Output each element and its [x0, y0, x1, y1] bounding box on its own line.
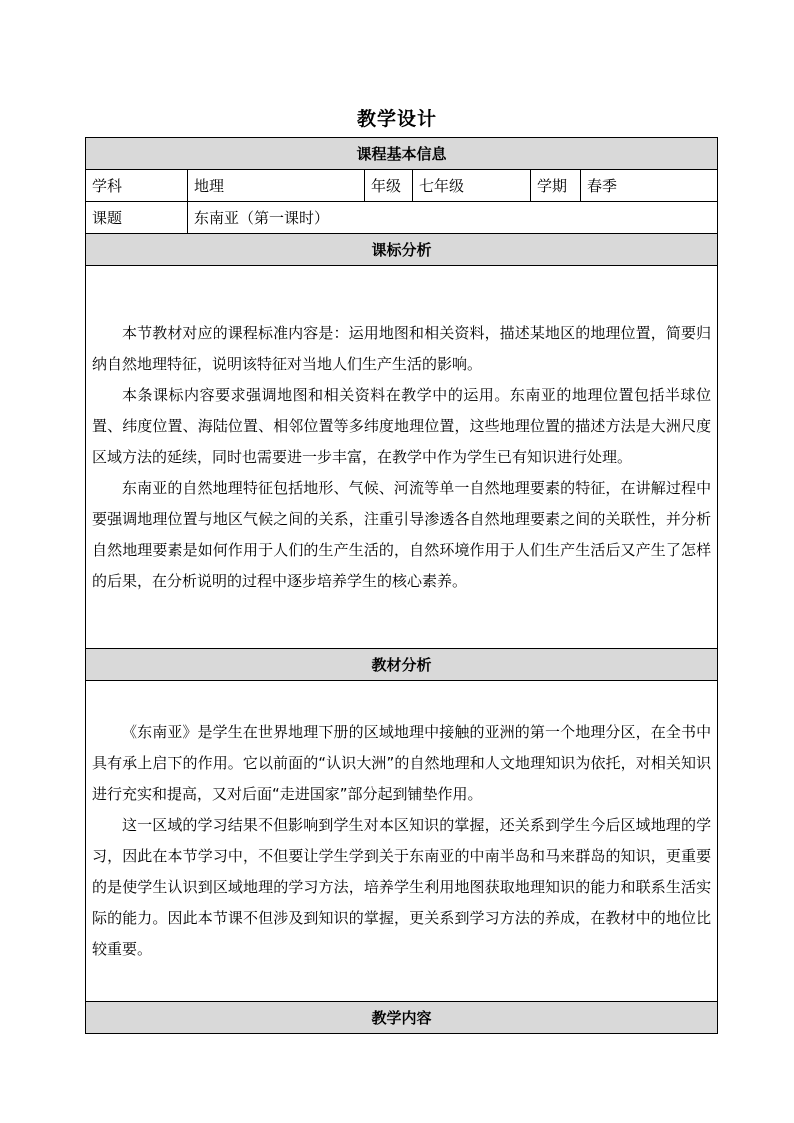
curriculum-paragraph: 东南亚的自然地理特征包括地形、气候、河流等单一自然地理要素的特征，在讲解过程中要强调地理位置与地区气候之间的关系，注重引导渗透各自然地理要素之间的关联性，并分析自然地理要素是如何作用于人们的生产生活的，自然环境作用于人们生产生活后又产生了怎样的后果，在分析说明的过程中逐步培养学生的核心素养。	[92, 478, 712, 590]
term-value: 春季	[581, 170, 718, 202]
textbook-analysis-header: 教材分析	[86, 649, 718, 681]
curriculum-paragraph: 本节教材对应的课程标准内容是：运用地图和相关资料，描述某地区的地理位置，简要归纳自然地理特征，说明该特征对当地人们生产生活的影响。	[92, 323, 712, 373]
term-label: 学期	[531, 170, 581, 202]
teaching-content-header: 教学内容	[86, 1002, 718, 1034]
subject-label: 学科	[86, 170, 188, 202]
lesson-design-table	[85, 137, 718, 1034]
grade-label: 年级	[365, 170, 413, 202]
textbook-paragraph: 《东南亚》是学生在世界地理下册的区域地理中接触的亚洲的第一个地理分区，在全书中具有承上启下的作用。它以前面的“认识大洲”的自然地理和人文地理知识为依托，对相关知识进行充实和提高，又对后面“走进国家”部分起到铺垫作用。	[92, 723, 712, 803]
curriculum-analysis-header: 课标分析	[86, 234, 718, 266]
basic-info-header: 课程基本信息	[86, 138, 718, 170]
topic-value: 东南亚（第一课时）	[188, 202, 718, 234]
curriculum-analysis-body	[86, 266, 718, 649]
document-title: 教学设计	[356, 108, 437, 130]
subject-value: 地理	[188, 170, 365, 202]
grade-value: 七年级	[413, 170, 531, 202]
topic-label: 课题	[86, 202, 188, 234]
textbook-paragraph: 这一区域的学习结果不但影响到学生对本区知识的掌握，还关系到学生今后区域地理的学习，因此在本节学习中，不但要让学生学到关于东南亚的中南半岛和马来群岛的知识，更重要的是使学生认识到区域地理的学习方法，培养学生利用地图获取地理知识的能力和联系生活实际的能力。因此本节课不但涉及到知识的掌握，更关系到学习方法的养成，在教材中的地位比较重要。	[92, 816, 712, 958]
curriculum-paragraph: 本条课标内容要求强调地图和相关资料在教学中的运用。东南亚的地理位置包括半球位置、纬度位置、海陆位置、相邻位置等多纬度地理位置，这些地理位置的描述方法是大洲尺度区域方法的延续，同时也需要进一步丰富，在教学中作为学生已有知识进行处理。	[92, 385, 712, 466]
textbook-analysis-body	[86, 681, 718, 1002]
